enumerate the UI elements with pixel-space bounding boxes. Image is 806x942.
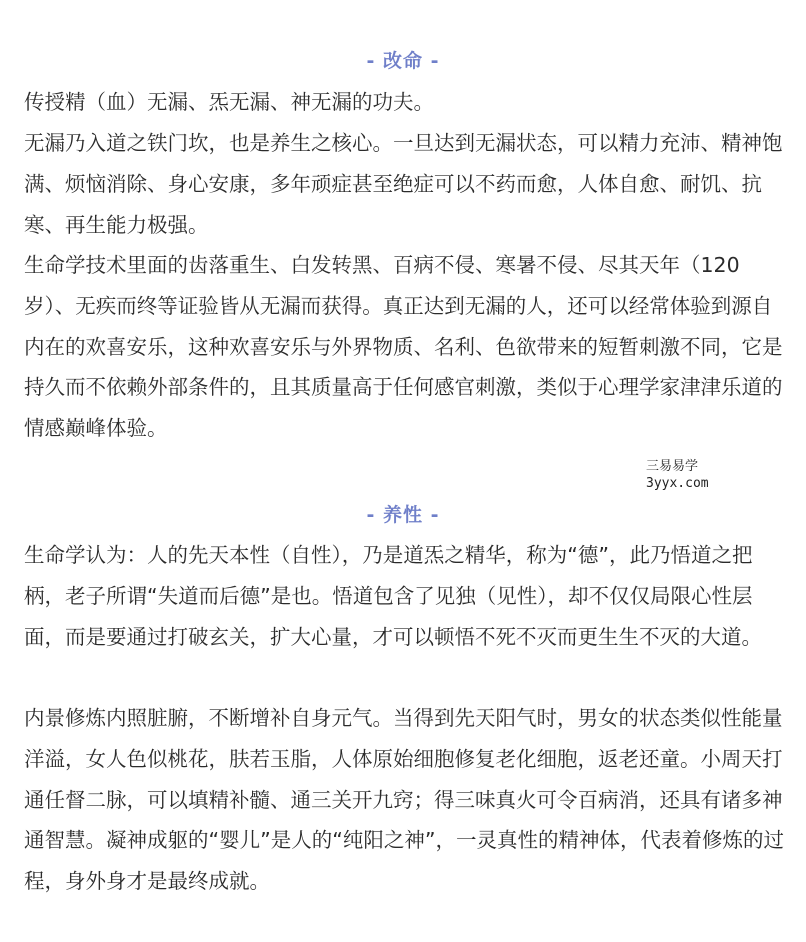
paragraph: 生命学认为：人的先天本性（自性），乃是道炁之精华，称为“德”，此乃悟道之把柄，老子所谓“失道而后德”是也。悟道包含了见独（见性），却不仅仅局限心性层面，而是要通过打破玄关，扩大心量，才可以顿悟不死不灭而更生生不灭的大道。 bbox=[24, 543, 762, 649]
paragraph: 内景修炼内照脏腑，不断增补自身元气。当得到先天阳气时，男女的状态类似性能量洋溢，女人色似桃花，肤若玉脂，人体原始细胞修复老化细胞，返老还童。小周天打通任督二脉，可以填精补髓、通三关开九窍；得三味真火可令百病消，还具有诸多神通智慧。凝神成躯的“婴儿”是人的“纯阳之神”，一灵真性的精神体，代表着修炼的过程，身外身才是最终成就。 bbox=[24, 706, 784, 894]
section-title-gaiming: - 改命 - bbox=[366, 50, 440, 72]
watermark-url: 3yyx.com bbox=[646, 476, 709, 491]
paragraph: 传授精（血）无漏、炁无漏、神无漏的功夫。 bbox=[24, 90, 434, 114]
paragraph: 生命学技术里面的齿落重生、白发转黑、百病不侵、寒暑不侵、尽其天年（120岁）、无疾而终等证验皆从无漏而获得。真正达到无漏的人，还可以经常体验到源自内在的欢喜安乐，这种欢喜安乐与外界物质、名利、色欲带来的短暂刺激不同，它是持久而不依赖外部条件的，且其质量高于任何感官刺激，类似于心理学家津津乐道的情感巅峰体验。 bbox=[24, 253, 783, 441]
section-title-yangxing: - 养性 - bbox=[366, 504, 440, 526]
paragraph: 无漏乃入道之铁门坎，也是养生之核心。一旦达到无漏状态，可以精力充沛、精神饱满、烦恼消除、身心安康，多年顽症甚至绝症可以不药而愈，人体自愈、耐饥、抗寒、再生能力极强。 bbox=[24, 131, 783, 237]
watermark-name: 三易易学 bbox=[646, 459, 699, 474]
